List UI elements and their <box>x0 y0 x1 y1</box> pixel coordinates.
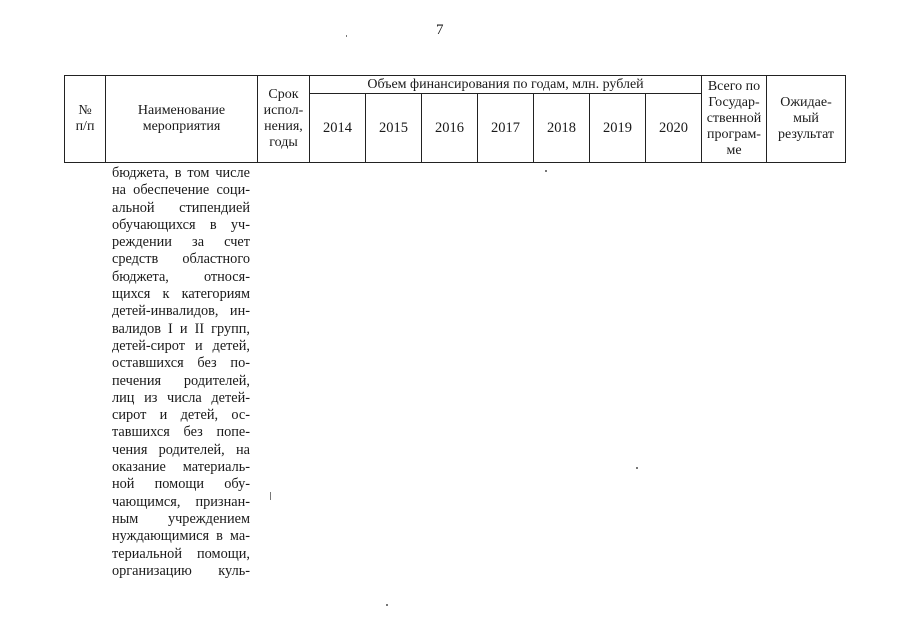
text-line: средств областного <box>112 251 250 268</box>
year-header-2014: 2014 <box>310 94 366 163</box>
text-line: чающимся, признан- <box>112 493 250 510</box>
column-header-funding-group <box>310 76 702 94</box>
program-measures-table-header <box>64 75 846 163</box>
text-line: териальной помощи, <box>112 545 250 562</box>
text-line: организацию куль- <box>112 562 250 579</box>
column-header-term-text: Срок испол- нения, годы <box>263 87 304 150</box>
scan-speck <box>636 467 638 469</box>
text-line: ной помощи обу- <box>112 476 250 493</box>
measure-name-continuation <box>112 165 250 580</box>
column-header-result <box>767 76 846 163</box>
scan-speck <box>270 492 271 500</box>
year-header-2019: 2019 <box>590 94 646 163</box>
scan-speck <box>545 170 547 172</box>
text-line: бюджета, относя- <box>112 268 250 285</box>
page-number: 7 <box>436 22 444 38</box>
text-line: валидов I и II групп, <box>112 320 250 337</box>
year-header-2015: 2015 <box>366 94 422 163</box>
column-header-name-text: Наименование мероприятия <box>137 103 226 134</box>
scan-speck <box>386 604 388 606</box>
text-line: обучающихся в уч- <box>112 216 250 233</box>
column-header-term <box>258 76 310 163</box>
text-line: оказание материаль- <box>112 459 250 476</box>
text-line: оставшихся без по- <box>112 355 250 372</box>
column-header-result-text: Ожидае- мый результат <box>777 95 835 142</box>
text-line: альной стипендией <box>112 199 250 216</box>
text-line: детей-сирот и детей, <box>112 337 250 354</box>
column-header-number-text: № п/п <box>75 103 95 134</box>
text-line: на обеспечение соци- <box>112 182 250 199</box>
text-line: щихся к категориям <box>112 286 250 303</box>
column-header-name <box>106 76 258 163</box>
text-line: печения родителей, <box>112 372 250 389</box>
funding-group-text: Объем финансирования по годам, млн. рублей <box>367 76 644 92</box>
text-line: чения родителей, на <box>112 441 250 458</box>
text-line: детей-инвалидов, ин- <box>112 303 250 320</box>
year-header-2017: 2017 <box>478 94 534 163</box>
text-line: лиц из числа детей- <box>112 389 250 406</box>
text-line: тавшихся без попе- <box>112 424 250 441</box>
text-line: нуждающимися в ма- <box>112 528 250 545</box>
text-line: сирот и детей, ос- <box>112 407 250 424</box>
text-line: бюджета, в том числе <box>112 165 250 181</box>
year-header-2018: 2018 <box>534 94 590 163</box>
column-header-number <box>65 76 106 163</box>
year-header-2020: 2020 <box>646 94 702 163</box>
year-header-2016: 2016 <box>422 94 478 163</box>
column-header-total <box>702 76 767 163</box>
text-line: реждении за счет <box>112 234 250 251</box>
scan-speck <box>346 35 347 37</box>
text-line: ным учреждением <box>112 510 250 527</box>
column-header-total-text: Всего по Государ- ственной програм- ме <box>706 79 762 158</box>
